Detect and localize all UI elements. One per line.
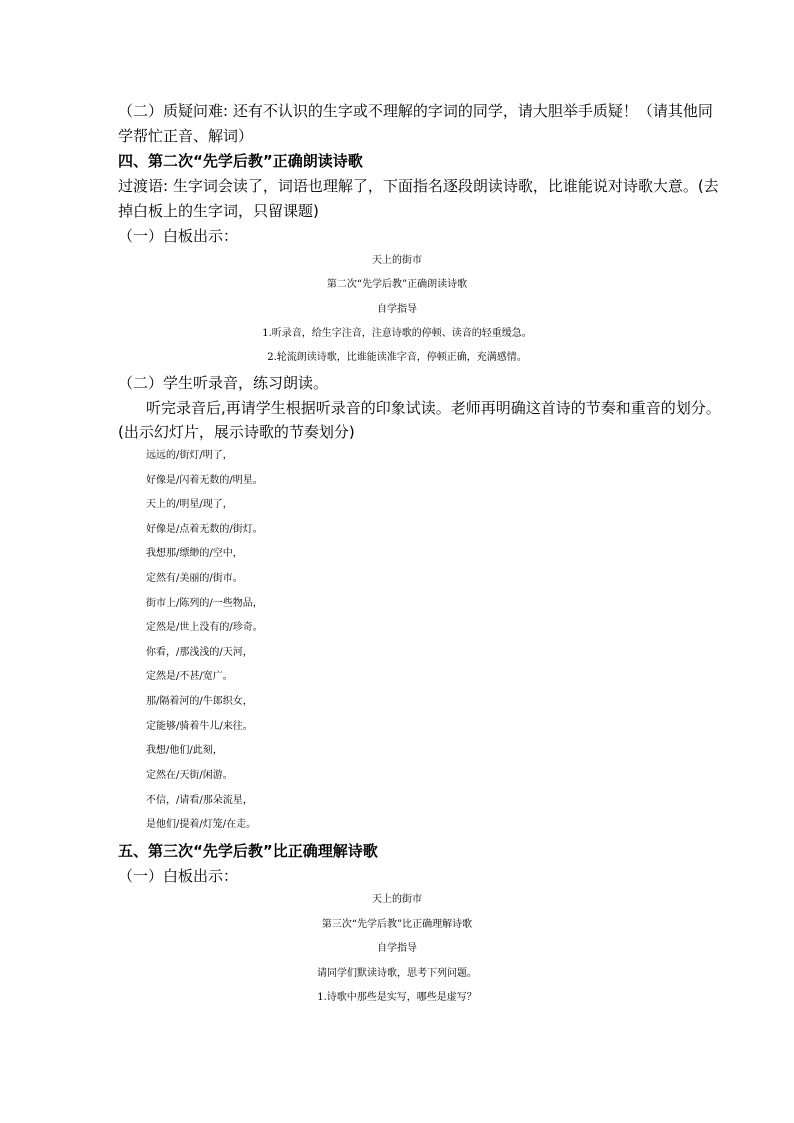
board2-question-1: 1.诗歌中那些是实写，哪些是虚写？ bbox=[317, 992, 477, 1003]
poem-line: 定能够/骑着牛儿/来往。 bbox=[146, 721, 253, 732]
section-5-heading: 五、第三次“先学后教”比正确理解诗歌 bbox=[118, 842, 378, 860]
poem-line: 不信，/请看/那朵流星， bbox=[146, 795, 253, 806]
subsection-board-display: （一）白板出示： bbox=[118, 227, 239, 245]
poem-line: 定然有/美丽的/街市。 bbox=[146, 573, 243, 584]
listen-paragraph-1: 听完录音后,再请学生根据听录音的印象试读。老师再明确这首诗的节奏和重音的划分。 bbox=[146, 399, 721, 417]
board-subtitle: 第二次“先学后教”正确朗读诗歌 bbox=[326, 279, 468, 290]
doubts-line-2: 学帮忙正音、解词） bbox=[118, 127, 254, 145]
section-4-heading: 四、第二次“先学后教”正确朗读诗歌 bbox=[118, 152, 363, 170]
subsection-listen: （二）学生听录音，练习朗读。 bbox=[118, 374, 329, 392]
poem-line: 天上的/明星/现了， bbox=[146, 499, 233, 510]
poem-line: 定然是/世上没有的/珍奇。 bbox=[146, 622, 263, 633]
board2-subtitle: 第三次“先学后教”比正确理解诗歌 bbox=[321, 919, 473, 930]
board-item-1: 1.听录音，给生字注音，注意诗歌的停顿、读音的轻重缓急。 bbox=[262, 328, 532, 339]
transition-line-1: 过渡语: 生字词会读了，词语也理解了，下面指名逐段朗读诗歌，比谁能说对诗歌大意。(去 bbox=[118, 177, 719, 195]
board-guide: 自学指导 bbox=[377, 304, 417, 315]
board2-guide: 自学指导 bbox=[377, 943, 417, 954]
poem-line: 定然在/天街/闲游。 bbox=[146, 770, 233, 781]
subsection-board-display-2: （一）白板出示： bbox=[118, 867, 239, 885]
poem-line: 好像是/点着无数的/街灯。 bbox=[146, 524, 263, 535]
transition-line-2: 掉白板上的生字词，只留课题) bbox=[118, 202, 319, 220]
board2-title: 天上的街市 bbox=[372, 894, 422, 905]
board2-intro: 请同学们默读诗歌，思考下列问题。 bbox=[317, 968, 477, 979]
poem-line: 我想/他们/此刻， bbox=[146, 745, 223, 756]
board-item-2: 2.轮流朗读诗歌，比谁能读准字音，停顿正确，充满感情。 bbox=[267, 352, 527, 363]
listen-paragraph-2: (出示幻灯片，展示诗歌的节奏划分) bbox=[118, 423, 355, 441]
poem-line: 那/隔着河的/牛郎织女， bbox=[146, 696, 253, 707]
poem-line: 定然是/不甚/宽广。 bbox=[146, 671, 233, 682]
poem-line: 街市上/陈列的/一些物品， bbox=[146, 598, 263, 609]
board-title: 天上的街市 bbox=[372, 255, 422, 266]
doubts-line-1: （二）质疑问难: 还有不认识的生字或不理解的字词的同学，请大胆举手质疑！（请其他同 bbox=[118, 102, 713, 120]
poem-line: 是他们/提着/灯笼/在走。 bbox=[146, 819, 257, 830]
poem-line: 我想那/缥缈的/空中， bbox=[146, 548, 243, 559]
poem-line: 好像是/闪着无数的/明星。 bbox=[146, 475, 263, 486]
poem-line: 远远的/街灯/明了， bbox=[146, 450, 233, 461]
poem-line: 你看，/那浅浅的/天河， bbox=[146, 647, 253, 658]
